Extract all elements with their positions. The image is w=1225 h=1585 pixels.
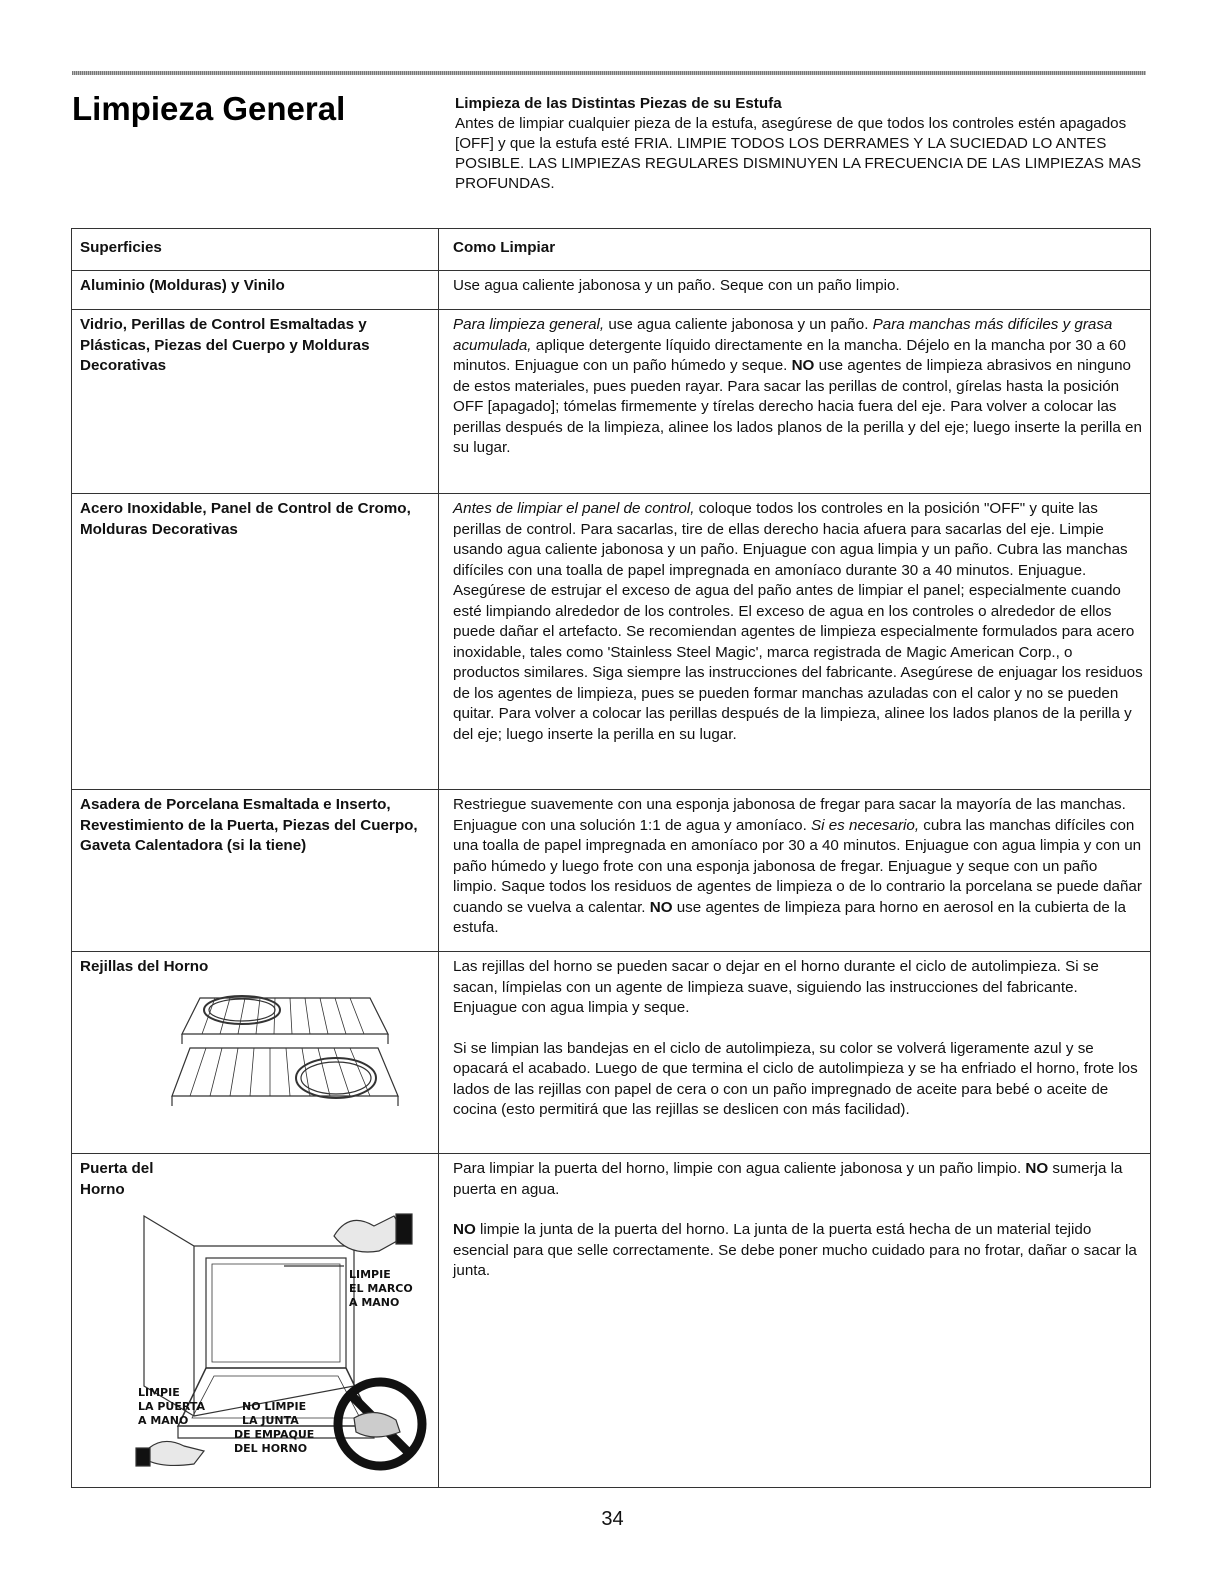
instruction-paragraph: Las rejillas del horno se pueden sacar o dejar en el horno durante el ciclo de autolimpieza. Si se sacan, límpielas con un agente de limpieza suave, siguiendo las instrucciones del fabricante. Enjuague con agua limpia y seque.	[453, 958, 1099, 1016]
label-door-line3: A MANO	[138, 1414, 189, 1427]
label-door-line1: LIMPIE	[138, 1386, 180, 1399]
cleaning-instructions	[439, 1154, 1151, 1488]
text-run: coloque todos los controles en la posición "OFF" y quite las perillas de control. Para sacarlas, tire de ellas derecho hacia afuera para sacarlas del eje. Limpie usando agua caliente jabonosa y un paño. Enjuague con agua limpia y un paño. Cubra las manchas difíciles con una toalla de papel impregnada en amoníaco durante 30 a 40 minutos. Enjuague. Asegúrese de estrujar el exceso de agua del paño antes de limpiar el panel; especialmente cuando esté limpiando alrededor de los controles. El exceso de agua en los controles o alrededor de ellos puede dañar el artefacto. Se recomiendan agentes de limpieza especialmente formulados para acero inoxidable, tales como 'Stainless Steel Magic', marca registrada de Magic American Corp., o productos similares. Siga siempre las instrucciones del fabricante. Asegúrese de enjuagar los residuos de los agentes de limpieza, pues se pueden formar manchas azuladas con el calor y no se pueden quitar. Para volver a colocar las perillas después de la limpieza, alinee los lados planos de la perilla y del eje; luego inserte la perilla en su lugar.	[453, 500, 1143, 743]
text-run: use agentes de limpieza abrasivos en ninguno de estos materiales, pues pueden rayar. Para sacar las perillas de control, gírelas hasta la posición OFF [apagado]; tómelas firmemente y tírelas derecho hacia fuera del eje. Para volver a colocar las perillas después de la limpieza, alinee los lados planos de la perilla y del eje; luego inserte la perilla en su lugar.	[453, 357, 1142, 456]
text-run: Use agua caliente jabonosa y un paño. Seque con un paño limpio.	[453, 277, 900, 294]
label-gasket-line2: LA JUNTA	[242, 1414, 299, 1427]
surface-cell-oven-door	[72, 1154, 439, 1488]
italic-text: Para limpieza general,	[453, 316, 605, 333]
italic-text: Antes de limpiar el panel de control,	[453, 500, 695, 517]
instruction-paragraph	[453, 1220, 1143, 1282]
cleaning-instructions	[439, 271, 1151, 310]
cleaning-table	[71, 228, 1151, 1488]
text-run: Restriegue suavemente con una esponja jabonosa de fregar para sacar la mayoría de las manchas. Enjuague con una solución 1:1 de agua y amoníaco.	[453, 796, 1126, 834]
table-row	[72, 494, 1151, 790]
bold-text: NO	[791, 357, 815, 374]
label-frame-line3: A MANO	[349, 1296, 400, 1309]
page-number: 34	[601, 1508, 624, 1530]
text-run: use agua caliente jabonosa y un paño.	[604, 316, 873, 333]
label-door-line2: LA PUERTA	[138, 1400, 205, 1413]
bold-text: NO	[453, 1221, 476, 1238]
italic-text: Si es necesario,	[811, 816, 920, 834]
label-frame-line2: EL MARCO	[349, 1282, 413, 1295]
cleaning-instructions	[439, 310, 1151, 494]
label-gasket-line4: DEL HORNO	[234, 1442, 308, 1455]
text-run: Para limpiar la puerta del horno, limpie con agua caliente jabonosa y un paño limpio.	[453, 1160, 1026, 1177]
label-frame-line1: LIMPIE	[349, 1268, 391, 1281]
text-run: limpie la junta de la puerta del horno. La junta de la puerta está hecha de un material tejido esencial para que selle correctamente. Se debe poner mucho cuidado para no frotar, dañar o sacar la junta.	[453, 1221, 1137, 1279]
label-gasket-line3: DE EMPAQUE	[234, 1428, 315, 1441]
oven-door-illustration	[134, 1206, 434, 1476]
table-header-row	[72, 229, 1151, 271]
instruction-paragraph: Si se limpian las bandejas en el ciclo de autolimpieza, su color se volverá ligeramente azul y se opacará el acabado. Luego de que termina el ciclo de autolimpieza y se ha enfriado el horno, frote los lados de las rejillas con papel de cera o con un paño impregnado de aceite para bebé o aceite de cocina (esto permitirá que las rejillas se deslicen con más facilidad).	[453, 1039, 1138, 1118]
surface-name: Aluminio (Molduras) y Vinilo	[72, 271, 439, 310]
bold-text: NO	[649, 898, 673, 916]
text-run: sumerja la puerta en agua.	[453, 1160, 1123, 1198]
text-run: use agentes de limpieza para horno en aerosol en la cubierta de la estufa.	[453, 898, 1126, 936]
col-header-surfaces: Superficies	[72, 229, 439, 271]
table-row	[72, 271, 1151, 310]
cleaning-instructions	[439, 790, 1151, 952]
text-run: aplique detergente líquido directamente en la mancha. Déjelo en la mancha por 30 a 60 minutos. Enjuague con un paño húmedo y seque.	[453, 336, 1126, 374]
surface-name: Puerta del Horno	[80, 1160, 154, 1198]
table-row	[72, 1154, 1151, 1488]
label-gasket-line1: NO LIMPIE	[242, 1400, 307, 1413]
instruction-paragraph	[453, 276, 1143, 297]
oven-racks-illustration	[160, 986, 410, 1116]
col-header-how-to-clean: Como Limpiar	[439, 229, 1151, 271]
instruction-paragraph	[453, 1159, 1143, 1200]
instruction-paragraph	[453, 499, 1143, 745]
table-row	[72, 310, 1151, 494]
surface-cell-oven-racks	[72, 952, 439, 1154]
top-rule	[72, 71, 1146, 75]
surface-name: Rejillas del Horno	[80, 958, 209, 975]
surface-name: Acero Inoxidable, Panel de Control de Cromo, Molduras Decorativas	[72, 494, 439, 790]
cleaning-instructions	[439, 952, 1151, 1154]
surface-name: Vidrio, Perillas de Control Esmaltadas y Plásticas, Piezas del Cuerpo y Molduras Decorativas	[72, 310, 439, 494]
intro-block	[455, 94, 1145, 194]
intro-heading: Limpieza de las Distintas Piezas de su Estufa	[455, 95, 782, 112]
cleaning-instructions	[439, 494, 1151, 790]
bold-text: NO	[1025, 1160, 1049, 1177]
surface-name: Asadera de Porcelana Esmaltada e Inserto, Revestimiento de la Puerta, Piezas del Cuerpo, Gaveta Calentadora (si la tiene)	[72, 790, 439, 952]
text-run: cubra las manchas difíciles con una toalla de papel impregnada en amoníaco por 30 a 40 minutos. Enjuague con agua limpia y con un paño húmedo y luego frote con una esponja jabonosa de fregar. Enjuague y seque con un paño limpio. Saque todos los residuos de agentes de limpieza o de lo contrario la porcelana se puede dañar cuando se vuelva a calentar.	[453, 816, 1142, 916]
page-title: Limpieza General	[72, 90, 346, 127]
intro-text: Antes de limpiar cualquier pieza de la estufa, asegúrese de que todos los controles estén apagados [OFF] y que la estufa esté FRIA. LIMPIE TODOS LOS DERRAMES Y LA SUCIEDAD LO ANTES POSIBLE. LAS LIMPIEZAS REGULARES DISMINUYEN LA FRECUENCIA DE LAS LIMPIEZAS MAS PROFUNDAS.	[455, 115, 1142, 192]
table-row	[72, 952, 1151, 1154]
italic-text: Para manchas más difíciles y grasa acumulada,	[453, 316, 1113, 354]
table-row	[72, 790, 1151, 952]
instruction-paragraph	[453, 315, 1143, 459]
instruction-paragraph	[453, 795, 1143, 939]
